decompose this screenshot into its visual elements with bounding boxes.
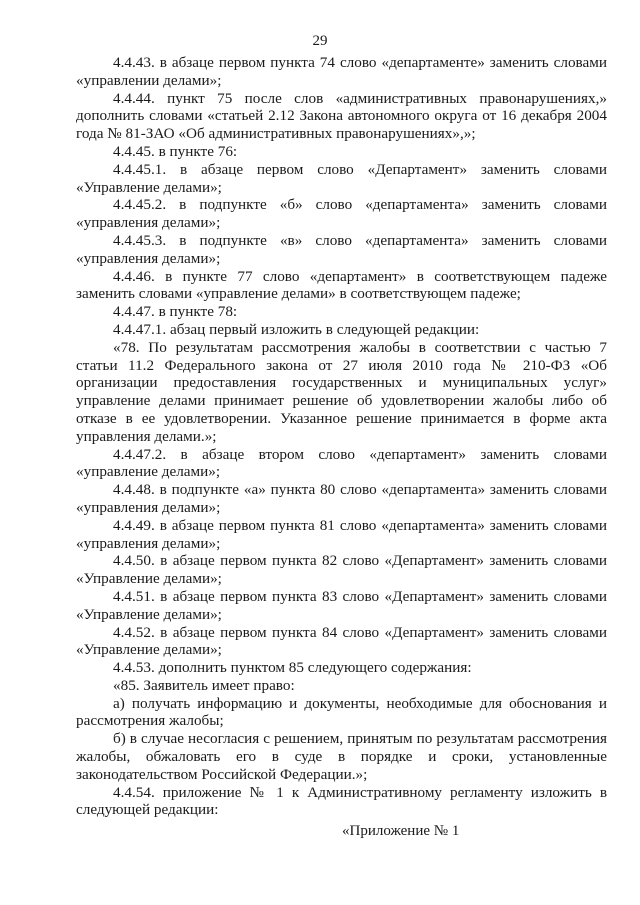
- paragraph-4-4-44: 4.4.44. пункт 75 после слов «административных правонарушениях,» дополнить словами «статьей 2.12 Закона автономного округа от 16 декабря 2004 года № 81-ЗАО «Об административных правонарушениях»,»;: [76, 89, 607, 143]
- paragraph-4-4-51: 4.4.51. в абзаце первом пункта 83 слово «Департамент» заменить словами «Управление делами»;: [76, 587, 607, 623]
- paragraph-4-4-46: 4.4.46. в пункте 77 слово «департамент» в соответствующем падеже заменить словами «управление делами» в соответствующем падеже;: [76, 267, 607, 303]
- paragraph-4-4-49: 4.4.49. в абзаце первом пункта 81 слово «департамента» заменить словами «управления делами»;: [76, 516, 607, 552]
- paragraph-4-4-52: 4.4.52. в абзаце первом пункта 84 слово «Департамент» заменить словами «Управление делами»;: [76, 623, 607, 659]
- paragraph-4-4-47-2: 4.4.47.2. в абзаце втором слово «департамент» заменить словами «управление делами»;: [76, 445, 607, 481]
- paragraph-4-4-47: 4.4.47. в пункте 78:: [113, 303, 238, 321]
- paragraph-item-b: б) в случае несогласия с решением, принятым по результатам рассмотрения жалобы, обжаловать его в суде в порядке и сроки, установленные законодательством Российской Федерации.»;: [76, 730, 607, 783]
- paragraph-4-4-43: 4.4.43. в абзаце первом пункта 74 слово «департаменте» заменить словами «управлении делами»;: [76, 54, 607, 89]
- paragraph-4-4-53: 4.4.53. дополнить пунктом 85 следующего содержания:: [113, 659, 472, 677]
- paragraph-item-a: а) получать информацию и документы, необходимые для обоснования и рассмотрения жалобы;: [76, 694, 607, 730]
- paragraph-4-4-50: 4.4.50. в абзаце первом пункта 82 слово «Департамент» заменить словами «Управление делами»;: [76, 552, 607, 588]
- document-body: [76, 54, 607, 819]
- paragraph-4-4-47-1: 4.4.47.1. абзац первый изложить в следующей редакции:: [113, 320, 480, 338]
- paragraph-4-4-48: 4.4.48. в подпункте «а» пункта 80 слово «департамента» заменить словами «управления делами»;: [76, 481, 607, 516]
- paragraph-4-4-45: 4.4.45. в пункте 76:: [113, 142, 238, 160]
- page-number: 29: [312, 33, 328, 49]
- paragraph-4-4-45-2: 4.4.45.2. в подпункте «б» слово «департамента» заменить словами «управления делами»;: [76, 196, 607, 232]
- paragraph-4-4-45-1: 4.4.45.1. в абзаце первом слово «Департамент» заменить словами «Управление делами»;: [76, 160, 607, 196]
- paragraph-4-4-45-3: 4.4.45.3. в подпункте «в» слово «департамента» заменить словами «управления делами»;: [76, 231, 607, 267]
- paragraph-quote-78: «78. По результатам рассмотрения жалобы в соответствии с частью 7 статьи 11.2 Федерального закона от 27 июля 2010 года № 210-ФЗ «Об организации предоставления государственных и муниципальных услуг» управление делами принимает решение об удовлетворении жалобы либо об отказе в ее удовлетворении. Указанное решение принимается в форме акта управления делами.»;: [76, 338, 607, 445]
- paragraph-quote-85: «85. Заявитель имеет право:: [113, 676, 295, 694]
- appendix-heading: «Приложение № 1: [342, 823, 460, 839]
- paragraph-4-4-54: 4.4.54. приложение № 1 к Административному регламенту изложить в следующей редакции:: [76, 783, 607, 819]
